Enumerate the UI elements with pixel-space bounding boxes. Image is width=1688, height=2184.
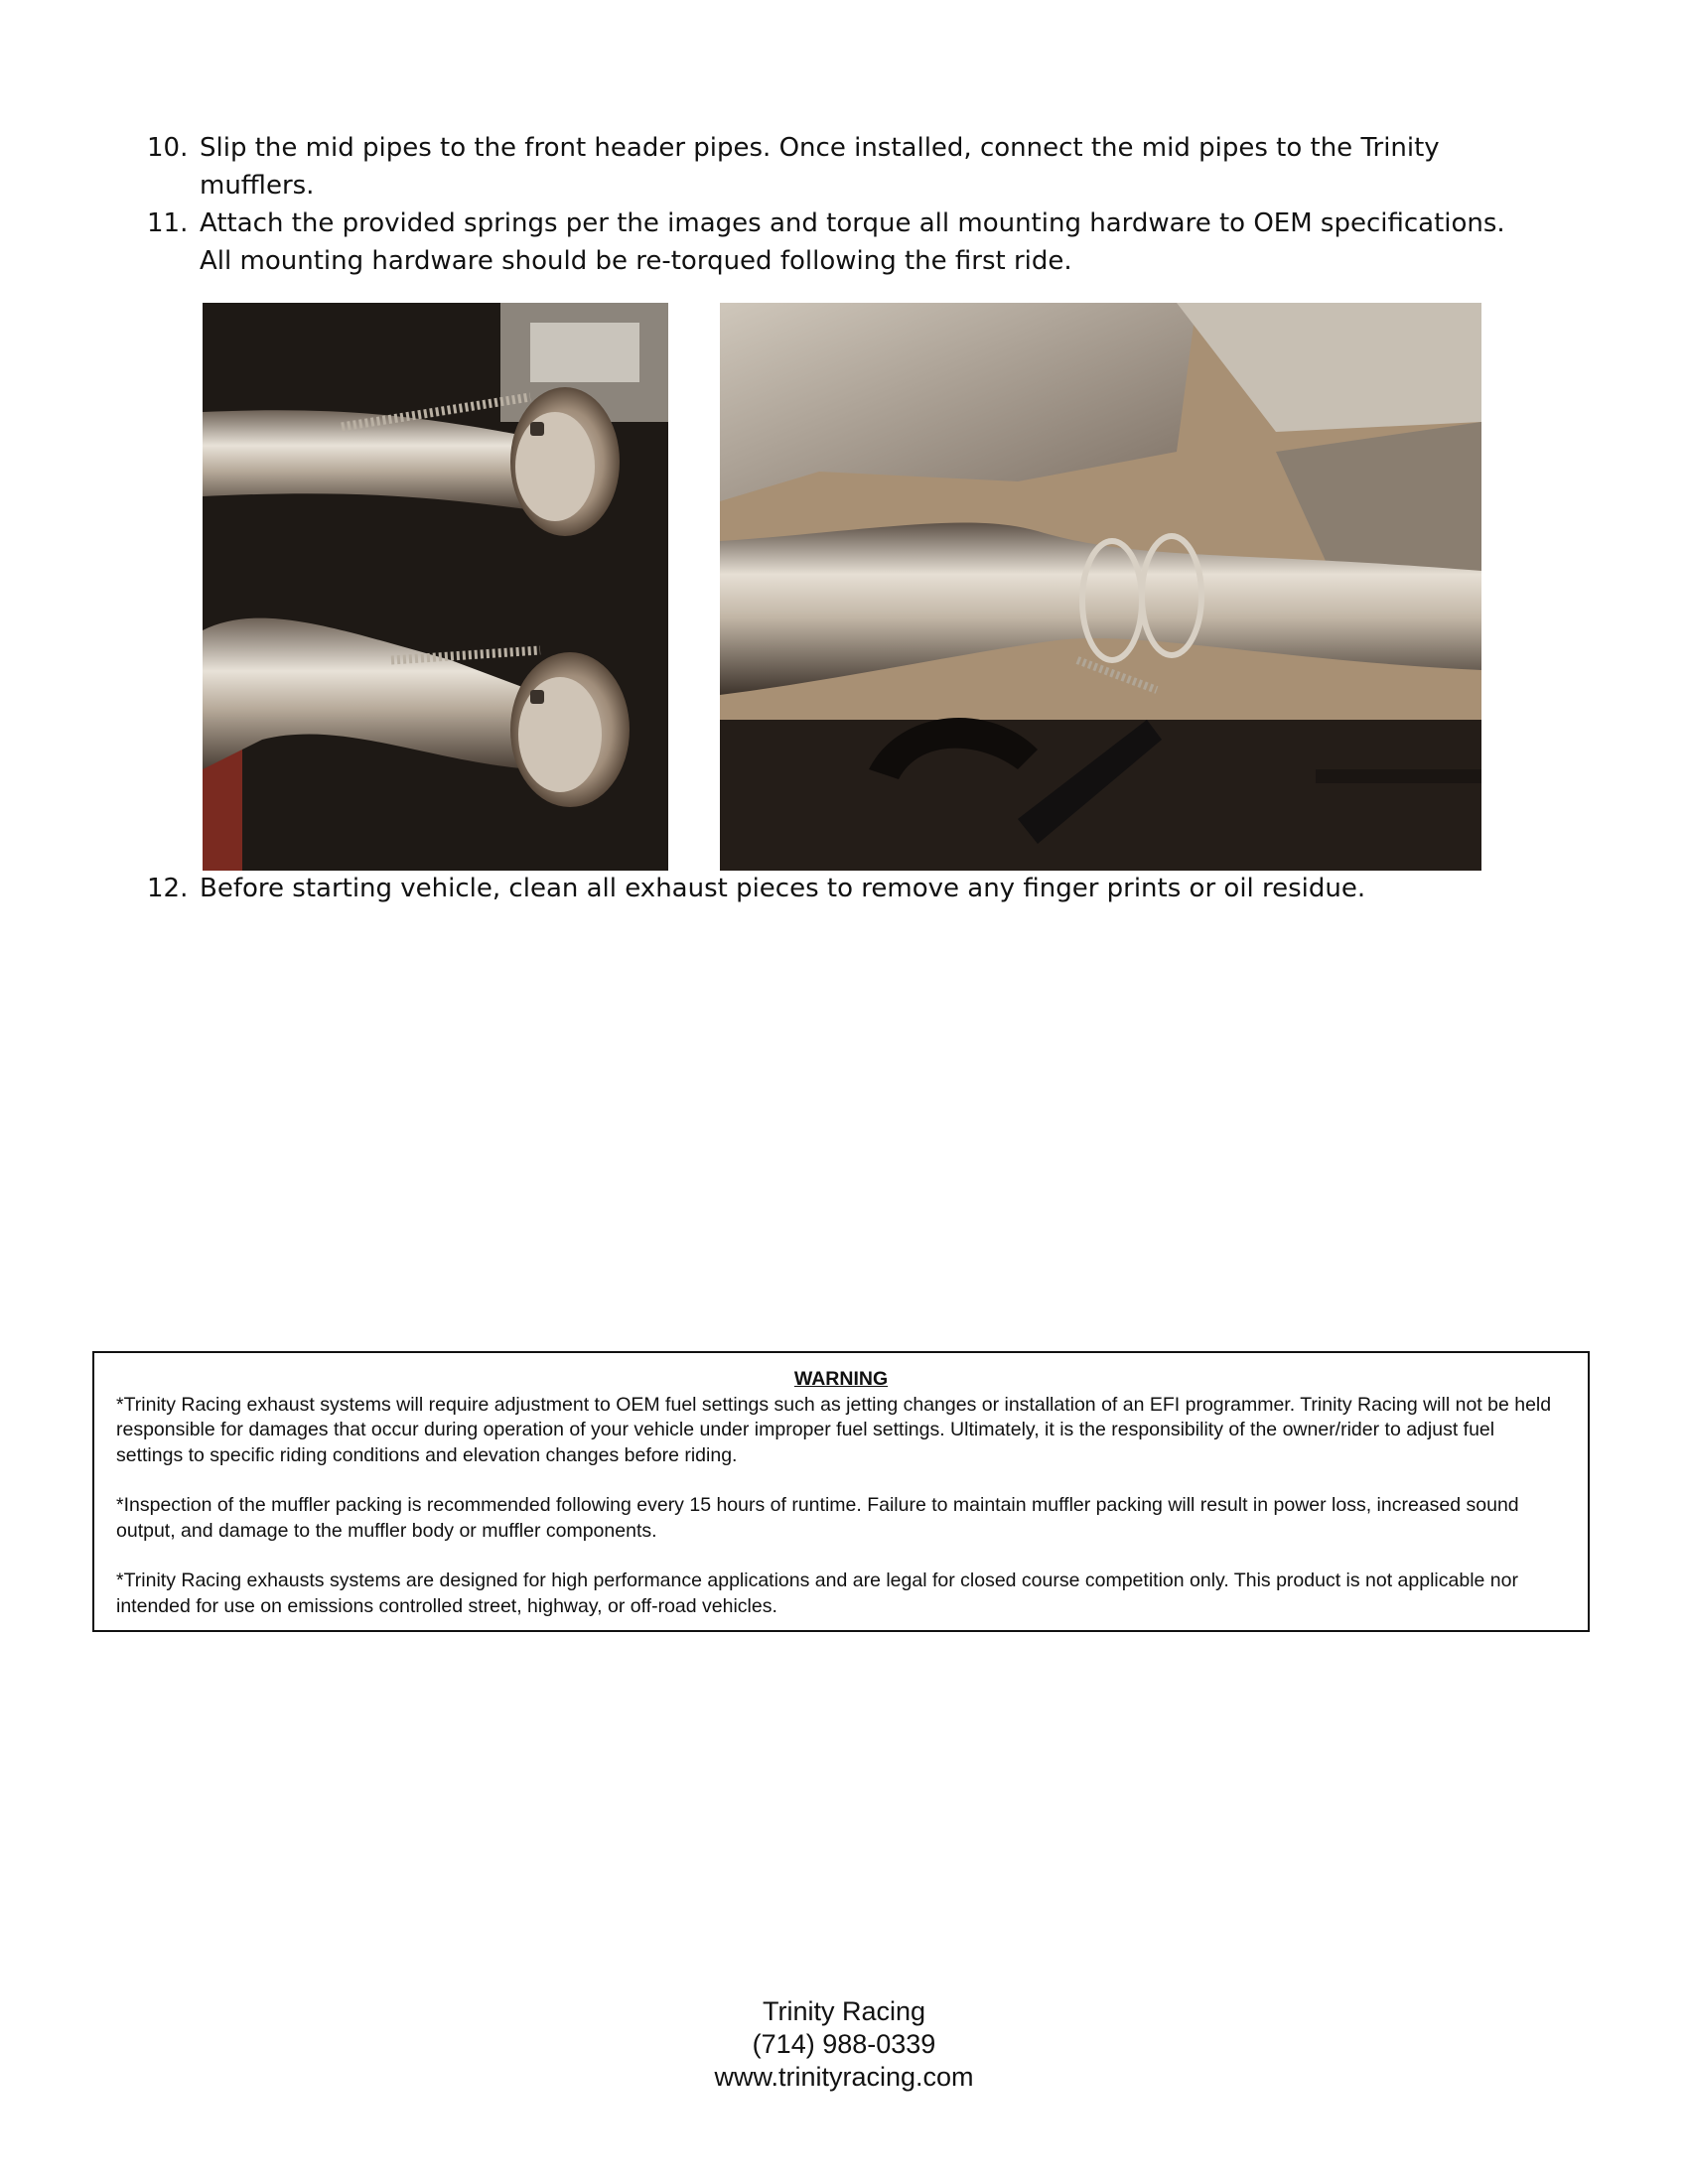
warning-title: WARNING — [793, 1368, 889, 1390]
step-text: Before starting vehicle, clean all exhaust pieces to remove any finger prints or oil residue. — [200, 874, 1366, 903]
step-text: Attach the provided springs per the images and torque all mounting hardware to OEM specifications. All mounting hardware should be re-torqued following the first ride. — [200, 208, 1505, 276]
exhaust-midpipe-photo — [720, 303, 1481, 871]
website-link[interactable]: www.trinityracing.com — [714, 2062, 974, 2092]
warning-paragraph-legal: *Trinity Racing exhausts systems are designed for high performance applications and are legal for closed course competition only. This product is not applicable nor intended for use on emissions controlled street, highway, or off-road vehicles. — [116, 1570, 1518, 1617]
step-number: 10. — [147, 133, 189, 163]
exhaust-springs-photo — [203, 303, 668, 871]
instruction-step-10 — [147, 129, 1537, 205]
instruction-list — [147, 129, 1537, 280]
instruction-step-12 — [147, 870, 1537, 907]
step-text: Slip the mid pipes to the front header pipes. Once installed, connect the mid pipes to the Trinity mufflers. — [200, 133, 1440, 201]
step-number: 11. — [147, 208, 189, 238]
company-name: Trinity Racing — [762, 1996, 926, 2026]
warning-paragraph-packing: *Inspection of the muffler packing is recommended following every 15 hours of runtime. Failure to maintain muffler packing will result in power loss, increased sound output, and damage to the muffler body or muffler components. — [116, 1494, 1519, 1542]
warning-paragraph-fuel: *Trinity Racing exhaust systems will require adjustment to OEM fuel settings such as jetting changes or installation of an EFI programmer. Trinity Racing will not be held responsible for damages that occur during operation of your vehicle under improper fuel settings. Ultimately, it is the responsibility of the owner/rider to adjust fuel settings to specific riding conditions and elevation changes before riding. — [116, 1393, 1552, 1466]
footer-contact — [0, 1995, 1688, 2094]
step-number: 12. — [147, 874, 189, 903]
warning-box — [92, 1351, 1590, 1632]
phone-number: (714) 988-0339 — [752, 2029, 936, 2059]
instruction-step-11 — [147, 205, 1537, 280]
